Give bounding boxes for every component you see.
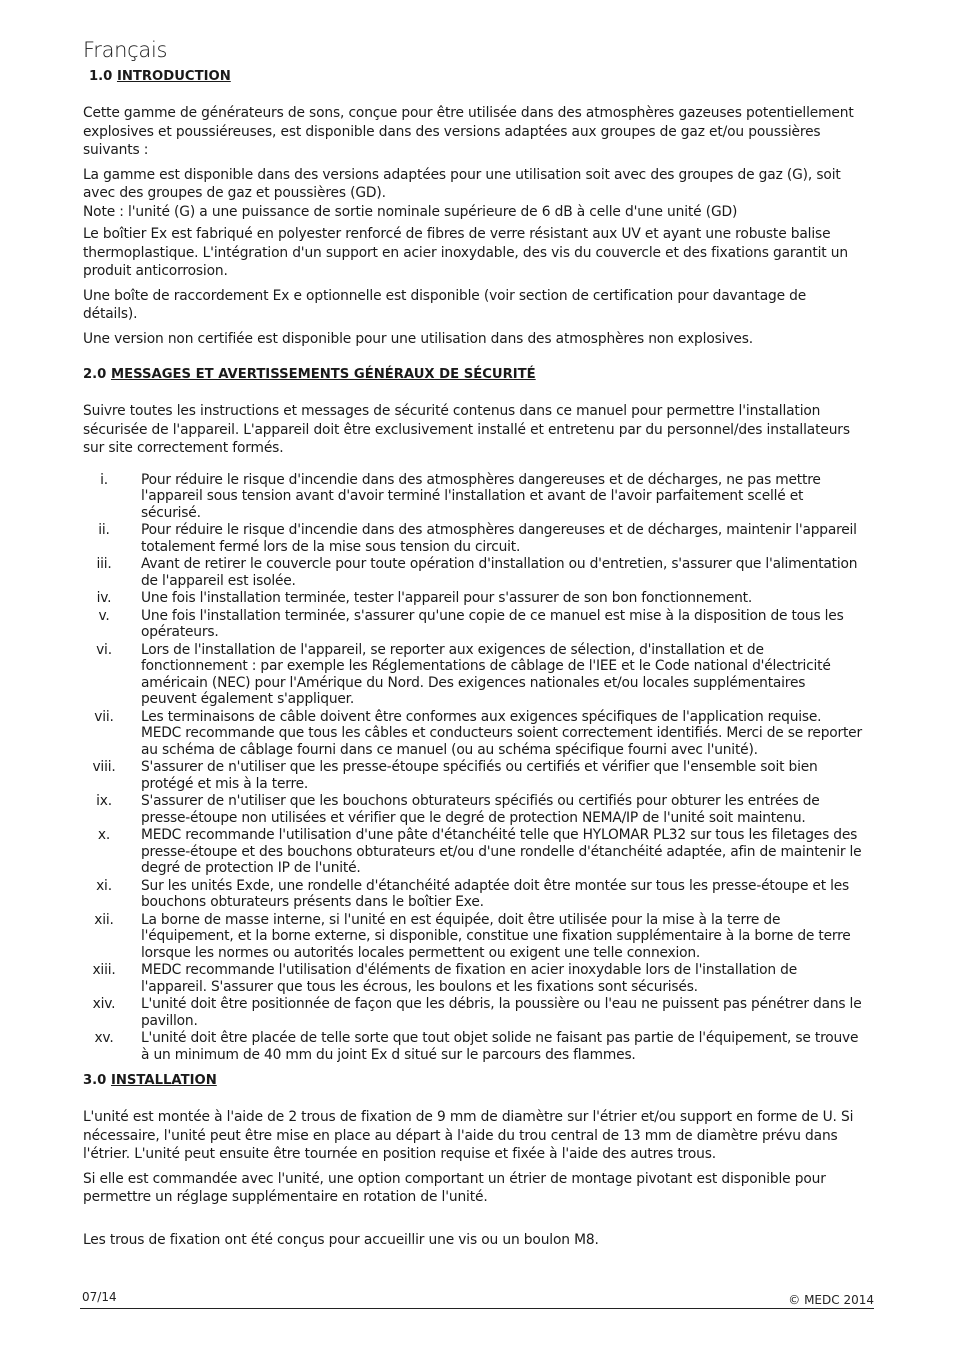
footer-divider xyxy=(80,1308,874,1309)
list-item xyxy=(83,556,863,589)
list-item-number: ii. xyxy=(98,522,110,538)
list-item-number: v. xyxy=(98,607,110,624)
list-item xyxy=(83,709,863,759)
version-label: 07/14 xyxy=(82,1290,117,1304)
list-item-number: vii. xyxy=(94,708,114,725)
list-item xyxy=(83,912,863,962)
list-item-number: viii. xyxy=(92,759,116,775)
list-item-number: ix. xyxy=(96,793,112,809)
section-number: 1.0 xyxy=(89,69,113,84)
list-item-number: xv. xyxy=(94,1030,114,1046)
list-item xyxy=(83,759,863,792)
list-item-text: S'assurer de n'utiliser que les bouchons obturateurs spécifiés ou certifiés pour obturer les entrées de presse-étoupe non utilisées et vérifier que le degré de protection NEMA/IP de l'unité soit maintenu. xyxy=(141,793,820,826)
list-item-text: Les terminaisons de câble doivent être conformes aux exigences spécifiques de l'application requise. MEDC recommande que tous les câbles et conducteurs soient correctement identifiés. Merci de se reporter au schéma de câblage fourni dans ce manuel (ou au schéma spécifique fourni avec l'unité). xyxy=(141,708,862,758)
list-item xyxy=(83,996,863,1029)
list-item-text: Lors de l'installation de l'appareil, se reporter aux exigences de sélection, d'installation et de fonctionnement : par exemple les Réglementations de câblage de l'IEE et le Code national d'électricité américain (NEC) pour l'Amérique du Nord. Des exigences nationales et/ou locales supplémentaires peuvent également s'appliquer. xyxy=(141,641,831,707)
list-item-number: iii. xyxy=(96,556,112,572)
list-item-number: x. xyxy=(97,827,111,843)
list-item-text: Une fois l'installation terminée, s'assurer qu'une copie de ce manuel est mise à la disposition de tous les opérateurs. xyxy=(141,607,844,640)
list-item-text: L'unité doit être placée de telle sorte que tout objet solide ne faisant pas partie de l'équipement, se trouve à un minimum de 40 mm du joint Ex d situé sur le parcours des flammes. xyxy=(141,1030,859,1063)
section-number: 3.0 xyxy=(83,1073,107,1088)
list-item-number: xii. xyxy=(94,911,114,928)
section-1-heading xyxy=(89,69,863,84)
paragraph: Une version non certifiée est disponible pour une utilisation dans des atmosphères non explosives. xyxy=(83,330,753,347)
section-title: INTRODUCTION xyxy=(116,69,231,84)
list-item xyxy=(83,793,863,826)
list-item xyxy=(83,642,863,708)
list-item-text: MEDC recommande l'utilisation d'éléments de fixation en acier inoxydable lors de l'installation de l'appareil. S'assurer que tous les écrous, les boulons et les fixations sont sécurisés. xyxy=(141,962,797,995)
document-page xyxy=(83,38,863,1255)
list-item xyxy=(83,472,863,522)
list-item xyxy=(83,962,863,995)
list-item-number: iv. xyxy=(96,590,112,606)
paragraph: Cette gamme de générateurs de sons, conçue pour être utilisée dans des atmosphères gazeuses potentiellement explosives et poussiéreuses, est disponible dans des versions adaptées aux groupes de gaz et/ou poussières suivants : xyxy=(83,105,854,158)
list-item-text: Pour réduire le risque d'incendie dans des atmosphères dangereuses et de décharges, maintenir l'appareil totalement fermé lors de la mise sous tension du circuit. xyxy=(141,522,857,555)
list-item-text: Sur les unités Exde, une rondelle d'étanchéité adaptée doit être montée sur tous les presse-étoupe et les bouchons obturateurs présents dans le boîtier Exe. xyxy=(141,877,850,910)
list-item-text: L'unité doit être positionnée de façon que les débris, la poussière ou l'eau ne puissent pas pénétrer dans le pavillon. xyxy=(141,996,862,1029)
list-item-number: i. xyxy=(100,471,108,488)
list-item-number: xi. xyxy=(96,877,112,894)
list-item-text: Une fois l'installation terminée, tester l'appareil pour s'assurer de son bon fonctionnement. xyxy=(141,590,753,606)
list-item-text: La borne de masse interne, si l'unité en est équipée, doit être utilisée pour la mise à la terre de l'équipement, et la borne externe, si disponible, constitue une fixation supplémentaire à la borne de terre lorsque les normes ou autorités locales permettent ou exigent une telle connexion. xyxy=(141,911,851,961)
section-2-heading xyxy=(83,367,863,382)
list-item xyxy=(83,1030,863,1063)
paragraph: Suivre toutes les instructions et messages de sécurité contenus dans ce manuel pour permettre l'installation sécurisée de l'appareil. L'appareil doit être exclusivement installé et entretenu par du personnel/des installateurs sur site correctement formés. xyxy=(83,403,850,456)
paragraph: L'unité est montée à l'aide de 2 trous de fixation de 9 mm de diamètre sur l'étrier et/ou support en forme de U. Si nécessaire, l'unité peut être mise en place au départ à l'aide du trou central de 13 mm de diamètre prévu dans l'étrier. L'unité peut ensuite être tournée en position requise et fixée à l'aide des autres trous. xyxy=(83,1109,854,1162)
paragraph: Le boîtier Ex est fabriqué en polyester renforcé de fibres de verre résistant aux UV et ayant une robuste balise thermoplastique. L'intégration d'un support en acier inoxydable, des vis du couvercle et des fixations garantit un produit anticorrosion. xyxy=(83,226,848,279)
list-item-text: S'assurer de n'utiliser que les presse-étoupe spécifiés ou certifiés et vérifier que l'ensemble soit bien protégé et mis à la terre. xyxy=(141,759,818,792)
paragraph: Si elle est commandée avec l'unité, une option comportant un étrier de montage pivotant est disponible pour permettre un réglage supplémentaire en rotation de l'unité. xyxy=(83,1170,826,1205)
list-item xyxy=(83,878,863,911)
language-title: Français xyxy=(83,38,168,62)
paragraph: Les trous de fixation ont été conçus pour accueillir une vis ou un boulon M8. xyxy=(83,1231,599,1248)
section-number: 2.0 xyxy=(83,367,107,382)
section-title: INSTALLATION xyxy=(110,1073,217,1088)
paragraph: Une boîte de raccordement Ex e optionnelle est disponible (voir section de certification pour davantage de détails). xyxy=(83,287,807,322)
paragraph: Note : l'unité (G) a une puissance de sortie nominale supérieure de 6 dB à celle d'une unité (GD) xyxy=(83,203,738,220)
list-item-text: Pour réduire le risque d'incendie dans des atmosphères dangereuses et de décharges, ne pas mettre l'appareil sous tension avant d'avoir terminé l'installation et avant de l'avoir parfaitement scellé et sécurisé. xyxy=(141,471,821,521)
list-item-number: xiii. xyxy=(92,962,116,978)
section-3-heading xyxy=(83,1073,863,1088)
section-title: MESSAGES ET AVERTISSEMENTS GÉNÉRAUX DE SÉCURITÉ xyxy=(110,367,536,382)
list-item xyxy=(83,590,863,607)
safety-list xyxy=(83,472,863,1064)
list-item xyxy=(83,522,863,555)
list-item-text: Avant de retirer le couvercle pour toute opération d'installation ou d'entretien, s'assurer que l'alimentation de l'appareil est isolée. xyxy=(141,556,858,589)
list-item xyxy=(83,608,863,641)
list-item-number: xiv. xyxy=(92,996,116,1012)
copyright-label: © MEDC 2014 xyxy=(788,1293,874,1307)
list-item-text: MEDC recommande l'utilisation d'une pâte d'étanchéité telle que HYLOMAR PL32 sur tous les filetages des presse-étoupe et des bouchons obturateurs et/ou d'une rondelle d'étanchéité adaptée, afin de maintenir le degré de protection IP de l'unité. xyxy=(141,827,862,876)
paragraph: La gamme est disponible dans des versions adaptées pour une utilisation soit avec des groupes de gaz (G), soit avec des groupes de gaz et poussières (GD). xyxy=(83,166,841,201)
list-item xyxy=(83,827,863,877)
list-item-number: vi. xyxy=(96,641,112,658)
